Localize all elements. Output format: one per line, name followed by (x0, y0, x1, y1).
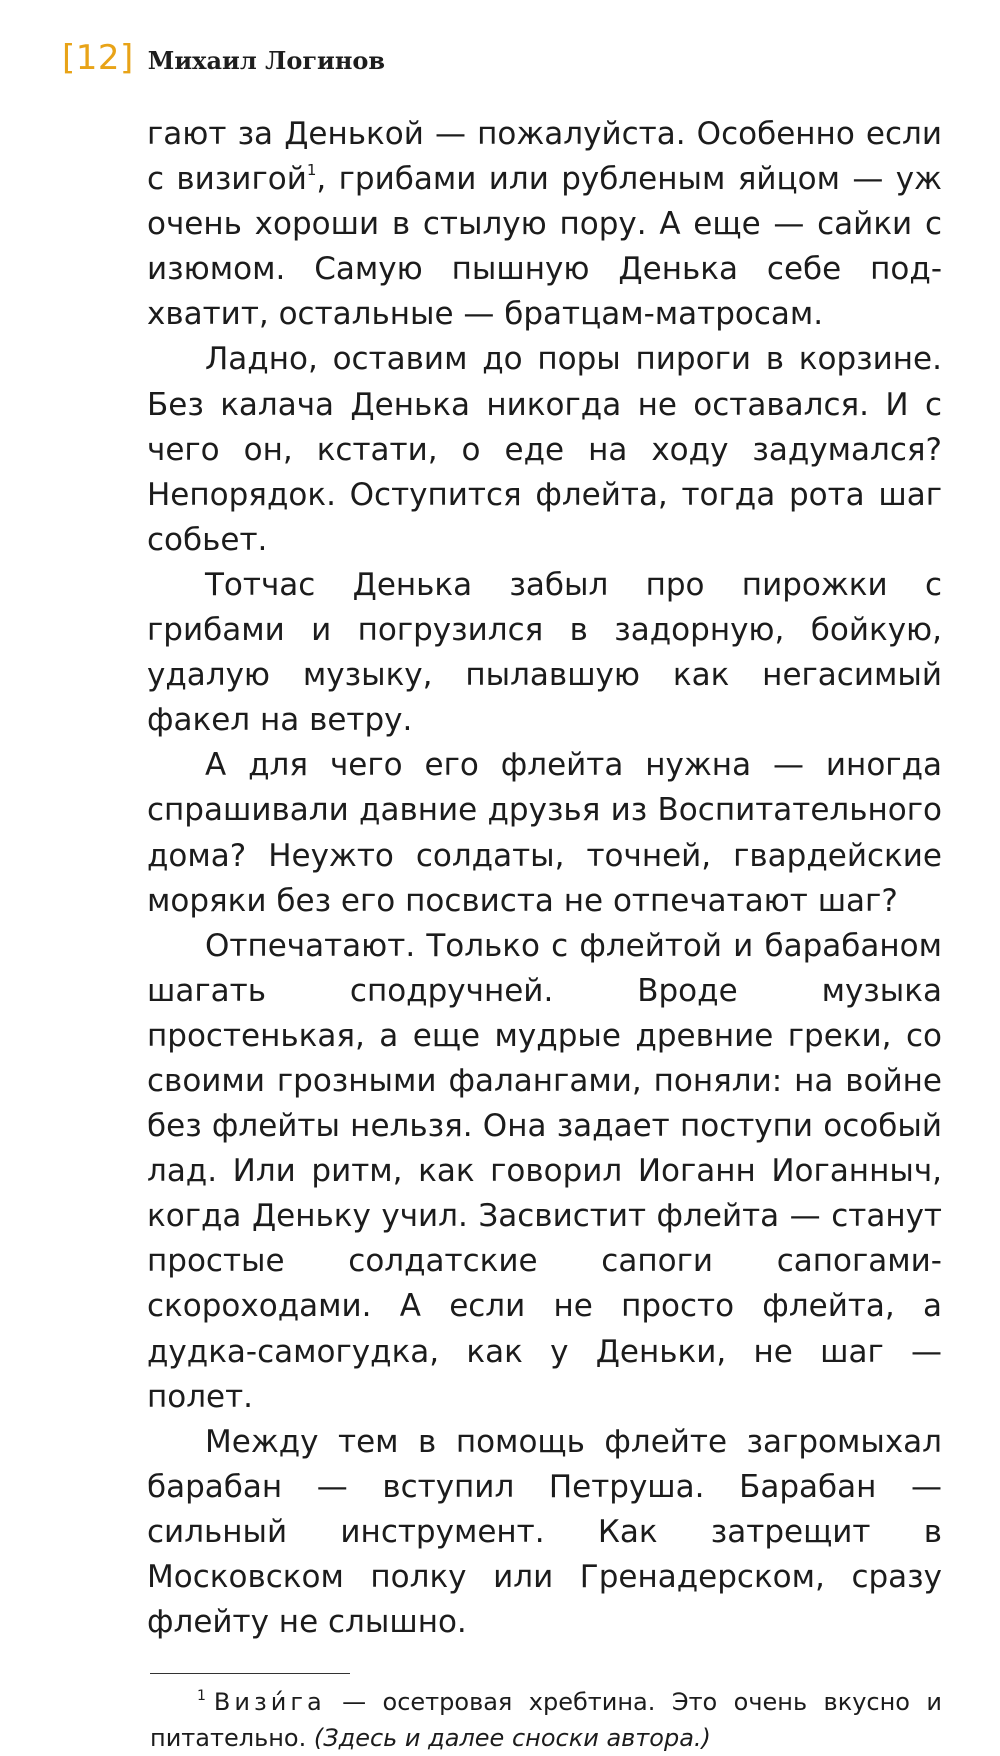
paragraph-5: Отпечатают. Только с флейтой и барабаном шагать сподручней. Вроде музыка простенькая, а еще мудрые древние греки, со своими грозными фалангами, поняли: на войне без флейты нельзя. Она задает поступи особый лад. Или ритм, как говорил Иоганн Иоганныч, когда Деньку учил. Засвистит флейта — станут простые солдатские сапоги сапогами-скороходами. А если не просто флейта, а дудка-самогудка, как у Деньки, не шаг — полет. (147, 927, 942, 1415)
footnote-divider (150, 1673, 350, 1674)
footnote-reference: 1 (306, 161, 317, 180)
paragraph-1 (147, 112, 942, 337)
paragraph-1-text-end: , грибами или рубленым яйцом — уж очень хороши в стылую пору. А еще — сайки с изюмом. Самую пышную Денька себе подхватит, остальные — братцам-матросам. (147, 161, 942, 333)
running-header (62, 38, 385, 78)
footnote (150, 1684, 942, 1756)
footnote-definition: — осетровая хребтина. Это очень вкусно и питательно. (150, 1688, 942, 1752)
footnote-author-note: (Здесь и далее сноски автора.) (313, 1724, 711, 1752)
footnote-term: Визи́га (213, 1688, 326, 1716)
paragraph-1-text-start: гают за Денькой — пожалуйста. Особенно если с визигой (147, 116, 942, 198)
paragraph-2: Ладно, оставим до поры пироги в корзине. Без калача Денька никогда не оставался. И с чего он, кстати, о еде на ходу задумался? Непорядок. Оступится флейта, тогда рота шаг собьет. (147, 341, 942, 558)
paragraph-6: Между тем в помощь флейте загромыхал барабан — вступил Петруша. Барабан — сильный инструмент. Как затрещит в Московском полку или Гренадерском, сразу флейту не слышно. (147, 1423, 942, 1641)
footnote-number: 1 (197, 1688, 206, 1704)
author-name: Михаил Логинов (147, 45, 386, 75)
paragraph-4: А для чего его флейта нужна — иногда спрашивали давние друзья из Воспитательного дома? Неужто солдаты, точней, гвардейские моряки без его посвиста не отпечатают шаг? (147, 747, 942, 919)
paragraph-3: Тотчас Денька забыл про пирожки с грибами и погрузился в задорную, бойкую, удалую музыку, пылавшую как негасимый факел на ветру. (147, 566, 942, 739)
page-number: [12] (62, 38, 134, 78)
main-text (147, 112, 942, 1645)
